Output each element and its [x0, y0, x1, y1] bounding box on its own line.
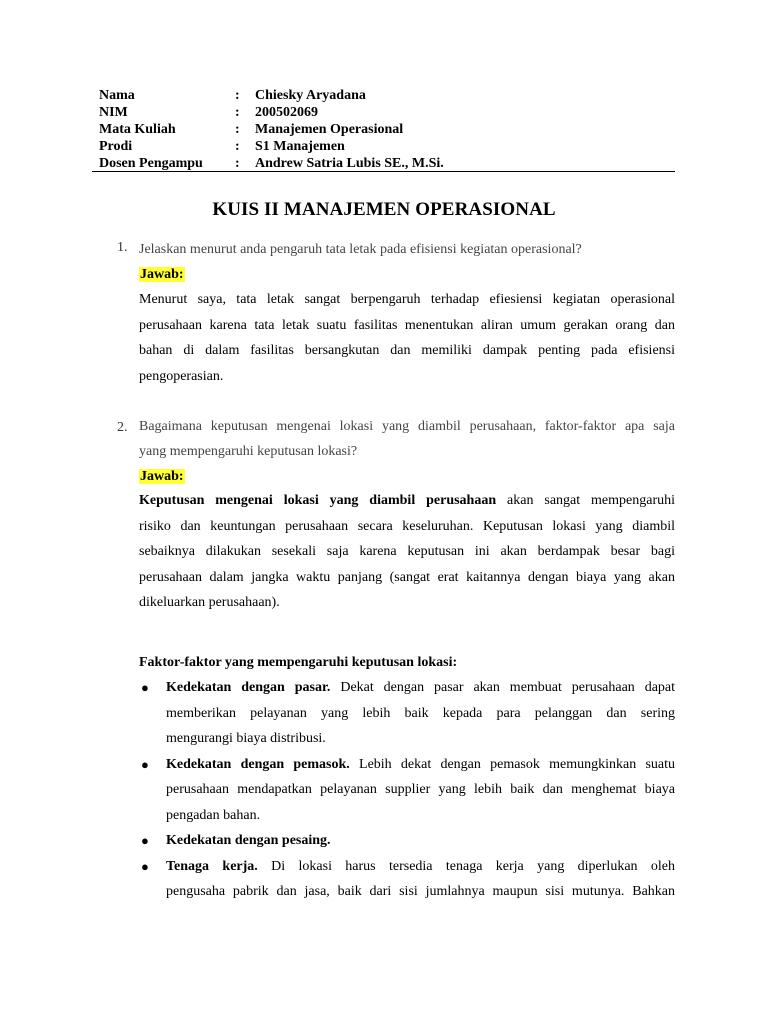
bullet-line — [166, 752, 675, 778]
answer-paragraph — [139, 287, 675, 389]
identity-row-nama — [99, 87, 675, 104]
identity-row-dosen — [99, 155, 675, 172]
lead-text: akan sangat mempengaruhi — [507, 493, 676, 508]
bullet-text: Lebih dekat dengan pemasok memungkinkan suatu — [359, 756, 675, 772]
factors-list — [139, 675, 675, 905]
identity-label: Prodi — [99, 139, 133, 154]
bullet-icon: ● — [141, 680, 149, 695]
bullet-line — [166, 675, 675, 701]
bullet-icon: ● — [141, 833, 149, 848]
paragraph-line: Menurut saya, tata letak sangat berpengaruh terhadap efiesiensi kegiatan operasional — [139, 292, 675, 307]
paragraph-line: dikeluarkan perusahaan). — [139, 595, 280, 610]
identity-value: 200502069 — [255, 105, 318, 120]
answer-label — [139, 267, 185, 283]
list-item — [139, 854, 675, 905]
paragraph-line: sebaiknya dilakukan sesekali saja karena keputusan ini akan berdampak besar bagi — [139, 544, 675, 559]
identity-table — [99, 87, 675, 172]
identity-label: Mata Kuliah — [99, 122, 176, 137]
header-divider — [92, 171, 675, 172]
bullet-title: Kedekatan dengan pasar. — [166, 680, 331, 695]
question-line: Bagaimana keputusan mengenai lokasi yang diambil perusahaan, faktor-faktor apa saja — [139, 419, 675, 434]
paragraph-line: risiko dan keuntungan perusahaan secara keseluruhan. Keputusan lokasi yang diambil — [139, 518, 675, 534]
bullet-line: pengusaha pabrik dan jasa, baik dari sisi jumlahnya maupun sisi mutunya. Bahkan — [166, 884, 675, 899]
answer-paragraph — [139, 488, 675, 616]
bullet-line: mengurangi biaya distribusi. — [166, 731, 326, 746]
bullet-line: perusahaan mendapatkan pelayanan supplier yang lebih baik dan menghemat biaya — [166, 782, 675, 797]
identity-value: Manajemen Operasional — [255, 122, 404, 137]
question-number: 2. — [117, 420, 128, 435]
identity-value: S1 Manajemen — [255, 139, 345, 154]
bullet-line — [166, 854, 675, 880]
answer-label-highlight: Jawab: — [140, 469, 184, 484]
identity-value: Andrew Satria Lubis SE., M.Si. — [255, 156, 444, 171]
question-line: yang mempengaruhi keputusan lokasi? — [139, 444, 358, 459]
paragraph-line: pengoperasian. — [139, 368, 224, 384]
bullet-title: Kedekatan dengan pemasok. — [166, 756, 350, 772]
question-text: Jelaskan menurut anda pengaruh tata letak pada efisiensi kegiatan operasional? — [139, 242, 582, 257]
list-item — [139, 675, 675, 752]
answer-label — [139, 469, 185, 485]
paragraph-line: perusahaan karena tata letak suatu fasilitas menentukan aliran umum gerakan orang dan — [139, 317, 675, 333]
answer-label-highlight: Jawab: — [140, 267, 184, 282]
identity-row-nim — [99, 104, 675, 121]
identity-colon: : — [235, 105, 240, 120]
identity-colon: : — [235, 139, 240, 154]
bullet-text: Dekat dengan pasar akan membuat perusahaan dapat — [340, 680, 676, 695]
bullet-title: Kedekatan dengan pesaing. — [166, 833, 331, 848]
identity-colon: : — [235, 156, 240, 171]
identity-label: Nama — [99, 88, 135, 103]
paragraph-line: perusahaan dalam jangka waktu panjang (sangat erat kaitannya dengan biaya yang akan — [139, 569, 675, 585]
bullet-icon: ● — [141, 756, 149, 772]
bullet-text: Di lokasi harus tersedia tenaga kerja yang diperlukan oleh — [271, 858, 676, 874]
identity-colon: : — [235, 88, 240, 103]
factors-heading: Faktor-faktor yang mempengaruhi keputusan lokasi: — [139, 655, 458, 670]
lead-bold-text: Keputusan mengenai lokasi yang diambil perusahaan — [139, 493, 497, 508]
bullet-line: memberikan pelayanan yang lebih baik kepada para pelanggan dan sering — [166, 705, 675, 721]
list-item — [139, 752, 675, 829]
identity-row-prodi — [99, 138, 675, 155]
bullet-line: pengadan bahan. — [166, 807, 261, 823]
paragraph-line — [139, 488, 675, 514]
identity-colon: : — [235, 122, 240, 137]
bullet-title: Tenaga kerja. — [166, 858, 258, 874]
document-title: KUIS II MANAJEMEN OPERASIONAL — [212, 199, 556, 220]
bullet-icon: ● — [141, 858, 149, 874]
bullet-line — [166, 828, 675, 854]
identity-label: Dosen Pengampu — [99, 156, 203, 171]
question-text — [139, 414, 675, 464]
identity-label: NIM — [99, 105, 128, 120]
identity-value: Chiesky Aryadana — [255, 88, 366, 103]
identity-row-mata-kuliah — [99, 121, 675, 138]
question-number: 1. — [117, 240, 128, 255]
list-item — [139, 828, 675, 854]
paragraph-line: bahan di dalam fasilitas bersangkutan dan memiliki dampak penting pada efisiensi — [139, 343, 675, 358]
